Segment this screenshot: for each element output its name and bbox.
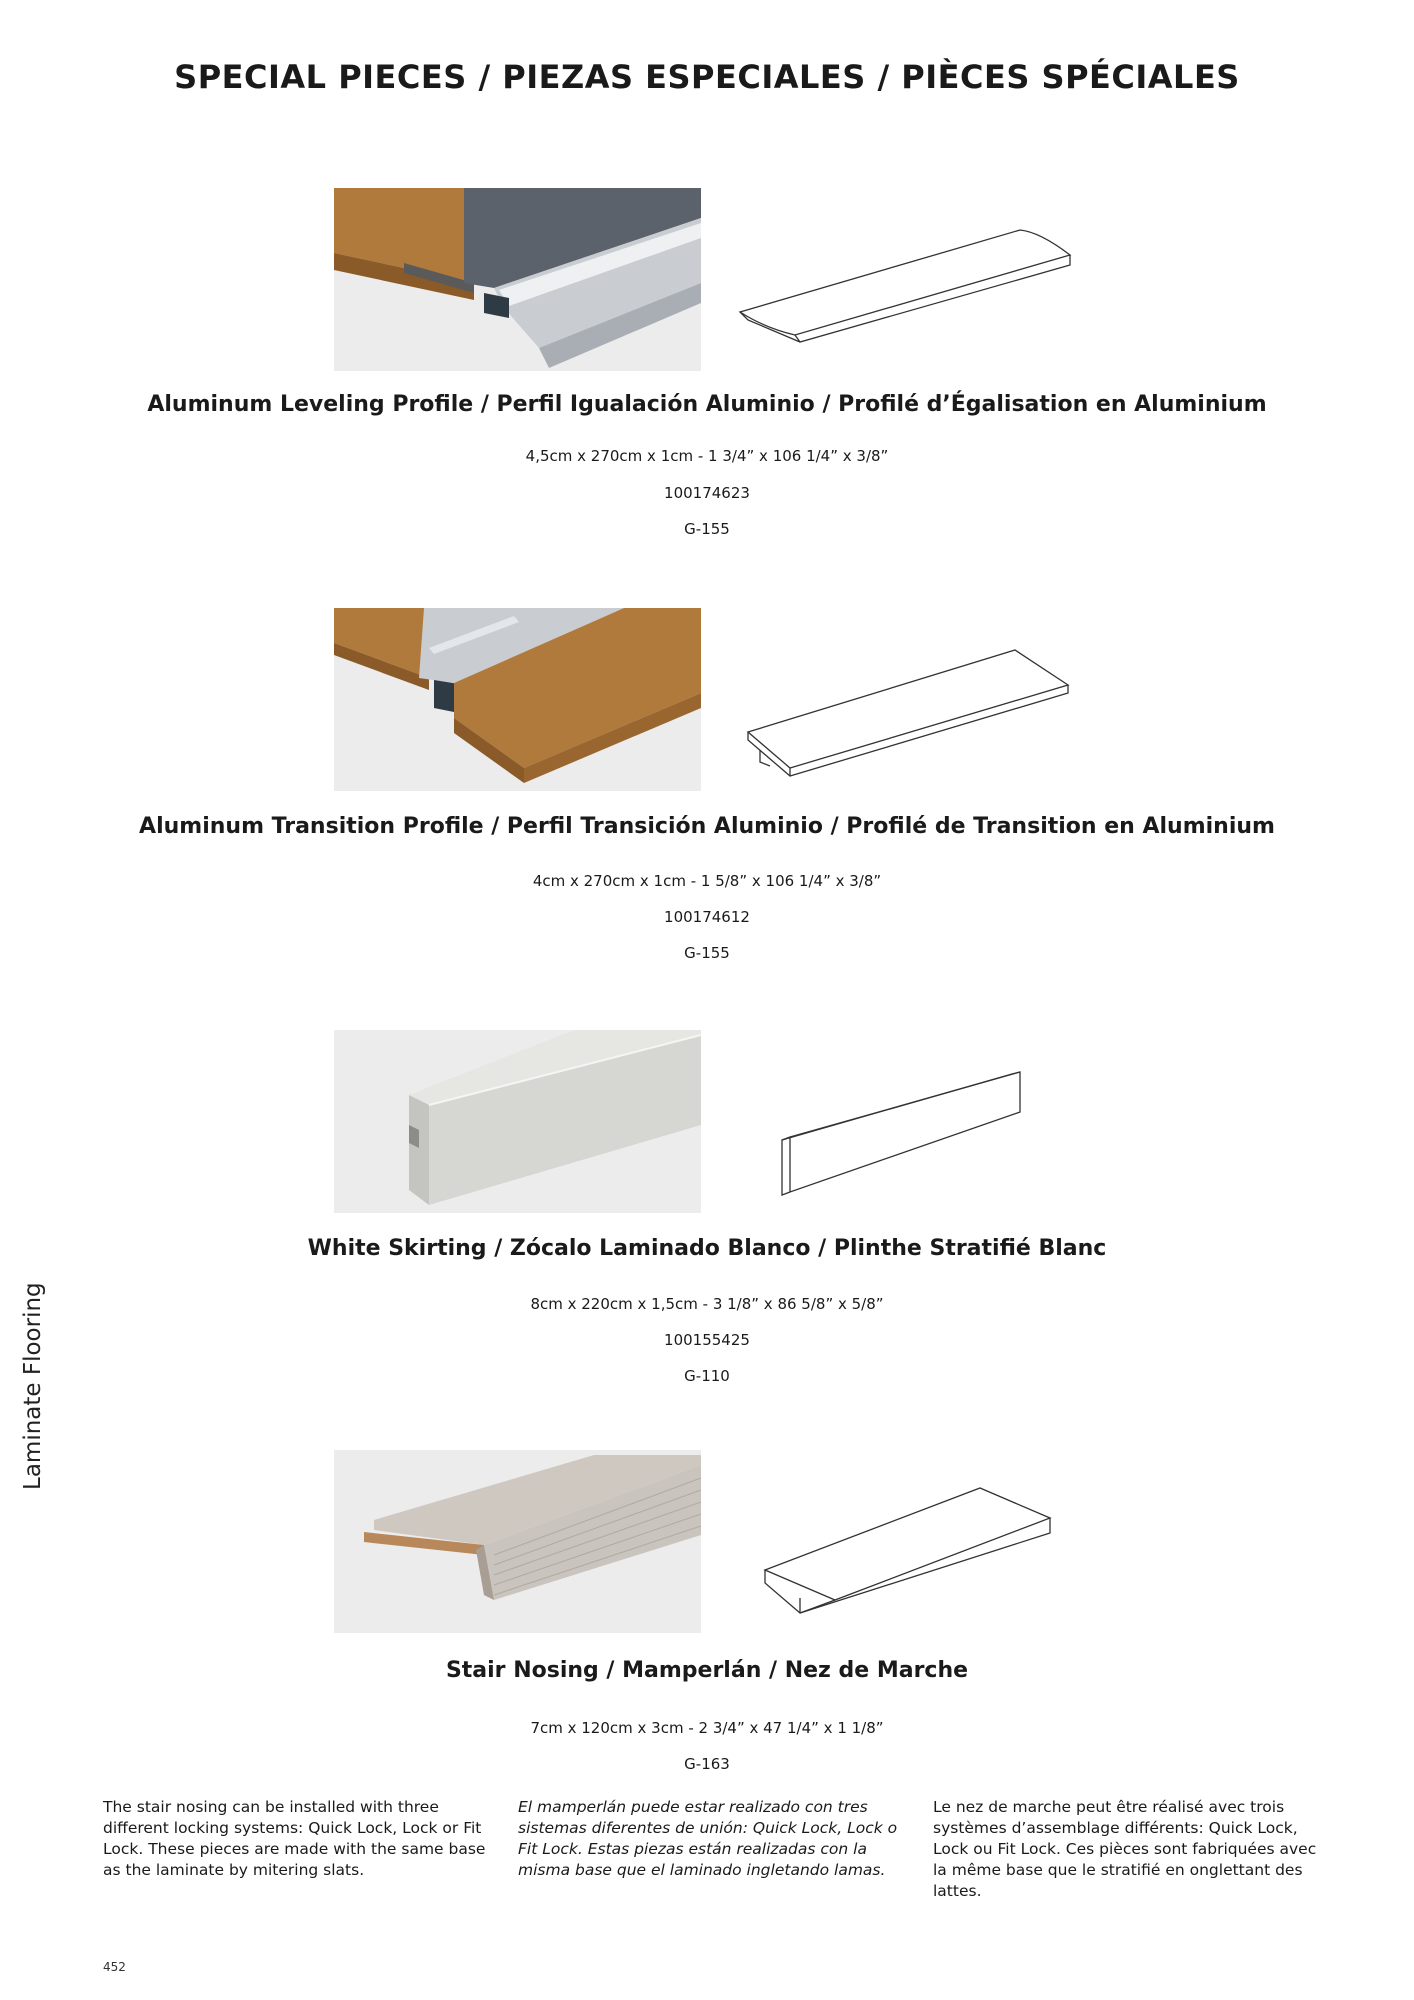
stair-nosing-drawing	[720, 1478, 1090, 1661]
leveling-profile-drawing	[720, 210, 1090, 393]
product-dimensions: 4,5cm x 270cm x 1cm - 1 3/4” x 106 1/4” x 3/8”	[525, 447, 889, 465]
white-skirting-drawing	[720, 1062, 1090, 1245]
description-english: The stair nosing can be installed with three different locking systems: Quick Lock, Lock or Fit Lock. These pieces are made with the same base as the laminate by mitering slats.	[103, 1798, 486, 1879]
page-number: 452	[103, 1960, 126, 1974]
stair-nosing-photo	[334, 1450, 701, 1633]
product-ref: G-110	[684, 1367, 730, 1385]
product-code: 100174623	[664, 484, 750, 502]
product-ref: G-163	[684, 1755, 730, 1773]
transition-profile-photo	[334, 608, 701, 791]
leveling-profile-photo	[334, 188, 701, 371]
product-title: White Skirting / Zócalo Laminado Blanco / Plinthe Stratifié Blanc	[307, 1236, 1107, 1261]
product-code: 100155425	[664, 1331, 750, 1349]
description-spanish: El mamperlán puede estar realizado con tres sistemas diferentes de unión: Quick Lock, Lock o Fit Lock. Estas piezas están realizadas con la misma base que el laminado ingletando lamas.	[518, 1798, 898, 1879]
product-title: Aluminum Transition Profile / Perfil Transición Aluminio / Profilé de Transition en Aluminium	[139, 814, 1275, 839]
product-title: Stair Nosing / Mamperlán / Nez de Marche	[445, 1658, 969, 1683]
product-ref: G-155	[684, 520, 730, 538]
side-label: Laminate Flooring	[20, 1282, 46, 1490]
product-dimensions: 7cm x 120cm x 3cm - 2 3/4” x 47 1/4” x 1 1/8”	[530, 1719, 884, 1737]
page-title: SPECIAL PIECES / PIEZAS ESPECIALES / PIÈCES SPÉCIALES	[174, 58, 1240, 96]
white-skirting-photo	[334, 1030, 701, 1213]
product-title: Aluminum Leveling Profile / Perfil Igualación Aluminio / Profilé d’Égalisation en Aluminium	[147, 392, 1267, 417]
product-code: 100174612	[664, 908, 750, 926]
description-french: Le nez de marche peut être réalisé avec trois systèmes d’assemblage différents: Quick Lock, Lock ou Fit Lock. Ces pièces sont fabriquées avec la même base que le stratifié en onglettant des lattes.	[933, 1798, 1317, 1900]
transition-profile-drawing	[720, 640, 1090, 823]
product-dimensions: 8cm x 220cm x 1,5cm - 3 1/8” x 86 5/8” x 5/8”	[530, 1295, 884, 1313]
product-dimensions: 4cm x 270cm x 1cm - 1 5/8” x 106 1/4” x 3/8”	[532, 872, 882, 890]
product-ref: G-155	[684, 944, 730, 962]
